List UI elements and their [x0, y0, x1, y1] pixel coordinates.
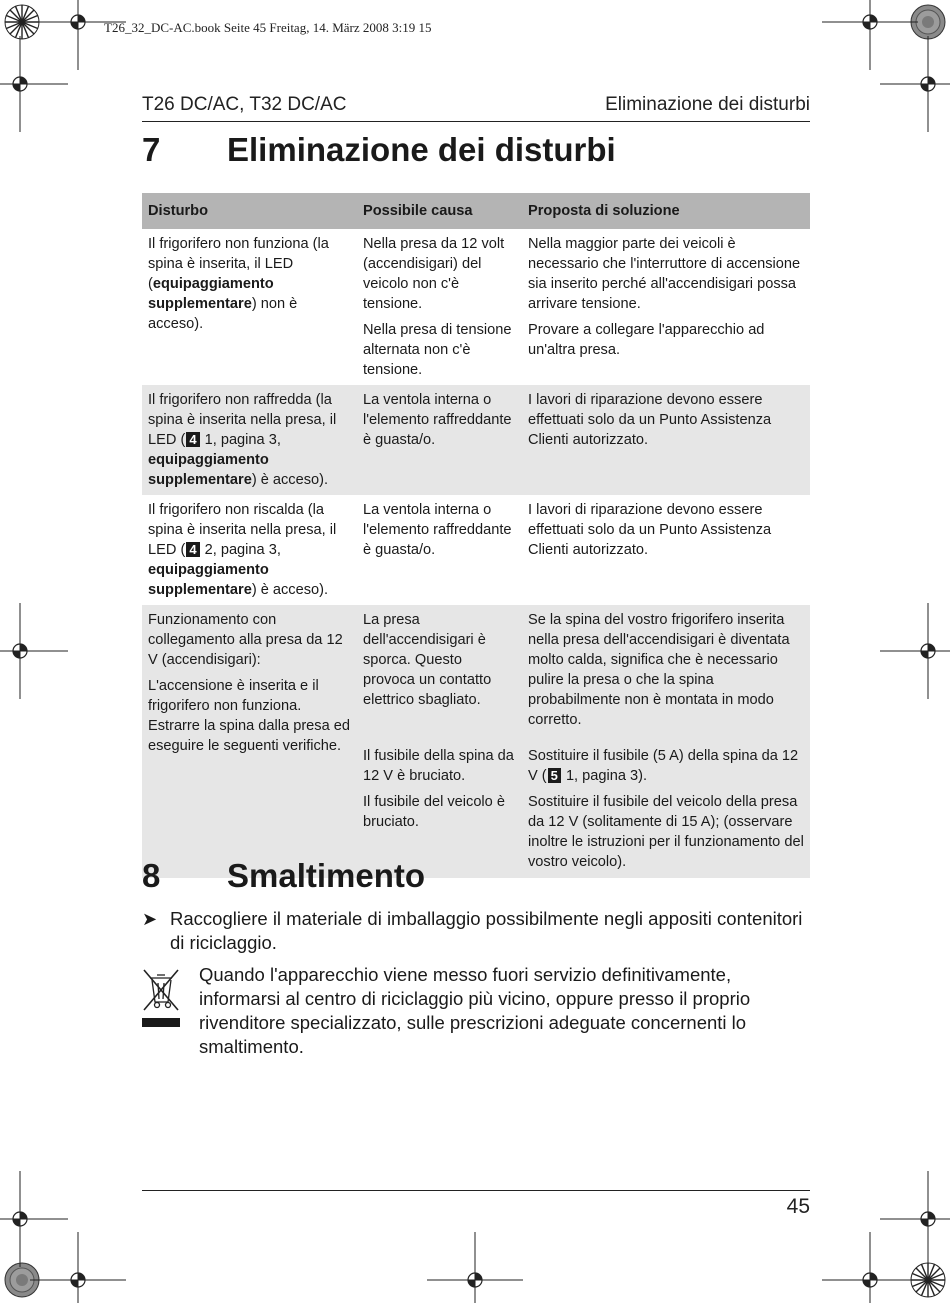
table-row: [142, 229, 810, 314]
running-header: [142, 94, 810, 116]
figure-badge: 5: [548, 768, 561, 783]
figure-badge: 4: [186, 542, 199, 557]
footer-rule: [142, 1190, 810, 1191]
cause-cell: La presa dell'accendisigari è sporca. Questo provoca un contatto elettrico sbagliato.: [357, 605, 522, 730]
section-number: 7: [142, 131, 161, 168]
disturbo-cell: Funzionamento con collegamento alla presa da 12 V (accendisigari): L'accensione è inserita e il frigorifero non funziona. Estrarre la spina dalla presa ed eseguire le seguenti verifiche.: [142, 605, 357, 878]
table-row: [142, 385, 810, 495]
disturbo-cell: Il frigorifero non riscalda (la spina è inserita nella presa, il LED ( 4 2, pagina 3, equipaggiamento supplementare) è acceso).: [148, 502, 337, 598]
print-slug: T26_32_DC-AC.book Seite 45 Freitag, 14. März 2008 3:19 15: [104, 20, 432, 35]
arrow-bullet-icon: ➤: [142, 909, 158, 929]
cause-cell: Nella presa di tensione alternata non c'è tensione.: [363, 322, 512, 378]
cause-cell: La ventola interna o l'elemento raffreddante è guasta/o.: [363, 502, 512, 558]
solution-cell: Sostituire il fusibile del veicolo della presa da 12 V (solitamente di 15 A); (osservare inoltre le istruzioni per il funzionamento del vostro veicolo).: [522, 786, 810, 878]
disturbo-cell: Il frigorifero non raffredda (la spina è inserita nella presa, il LED ( 4 1, pagina 3, equipaggiamento supplementare) è acceso).: [142, 385, 357, 495]
solution-cell: Nella maggior parte dei veicoli è necessario che l'interruttore di accensione sia inserito perché all'accendisigari possa arrivare tensione.: [528, 236, 801, 312]
solution-cell: Provare a collegare l'apparecchio ad un'altra presa.: [528, 322, 765, 358]
header-chapter: Eliminazione dei disturbi: [605, 94, 810, 115]
cause-cell: La ventola interna o l'elemento raffreddante è guasta/o.: [357, 385, 522, 495]
page-number: 45: [786, 1195, 810, 1218]
section-8-heading: [142, 857, 425, 895]
disturbo-cell: Il frigorifero non funziona (la spina è inserita, il LED (equipaggiamento supplementare) non è acceso).: [148, 236, 329, 332]
section-number: 8: [142, 857, 161, 894]
cause-cell: Il fusibile del veicolo è bruciato.: [357, 786, 522, 878]
solution-cell: Se la spina del vostro frigorifero inserita nella presa dell'accendisigari è diventata molto calda, significa che è necessario pulire la presa o che la spina probabilmente non è montata in modo corretto.: [522, 605, 810, 730]
header-rule: [142, 121, 810, 122]
section-7-heading: [142, 131, 616, 169]
section-title: Smaltimento: [227, 857, 426, 894]
table-row: [142, 605, 810, 730]
solution-cell: Sostituire il fusibile (5 A) della spina da 12 V ( 5 1, pagina 3).: [522, 730, 810, 786]
figure-badge: 4: [186, 432, 199, 447]
header-model: T26 DC/AC, T32 DC/AC: [142, 94, 347, 115]
packaging-instruction: [142, 907, 810, 955]
column-header-causa: Possibile causa: [357, 193, 522, 229]
cause-cell: Il fusibile della spina da 12 V è bruciato.: [357, 730, 522, 786]
cause-cell: Nella presa da 12 volt (accendisigari) del veicolo non c'è tensione.: [363, 236, 505, 312]
solution-cell: I lavori di riparazione devono essere effettuati solo da un Punto Assistenza Clienti autorizzato.: [528, 502, 772, 558]
table-header-row: [142, 193, 810, 229]
column-header-soluzione: Proposta di soluzione: [522, 193, 810, 229]
instruction-text: Raccogliere il materiale di imballaggio possibilmente negli appositi contenitori di riciclaggio.: [170, 908, 803, 953]
solution-cell: I lavori di riparazione devono essere effettuati solo da un Punto Assistenza Clienti autorizzato.: [522, 385, 810, 495]
table-row: [142, 495, 810, 605]
crossed-out-wheelie-bin-icon: [140, 966, 182, 1030]
column-header-disturbo: Disturbo: [142, 193, 357, 229]
section-title: Eliminazione dei disturbi: [227, 131, 616, 168]
troubleshooting-table: [142, 193, 810, 878]
disposal-text: Quando l'apparecchio viene messo fuori servizio definitivamente, informarsi al centro di riciclaggio più vicino, oppure presso il proprio rivenditore specializzato, sulle prescrizioni adeguate concernenti lo smaltimento.: [199, 964, 751, 1057]
